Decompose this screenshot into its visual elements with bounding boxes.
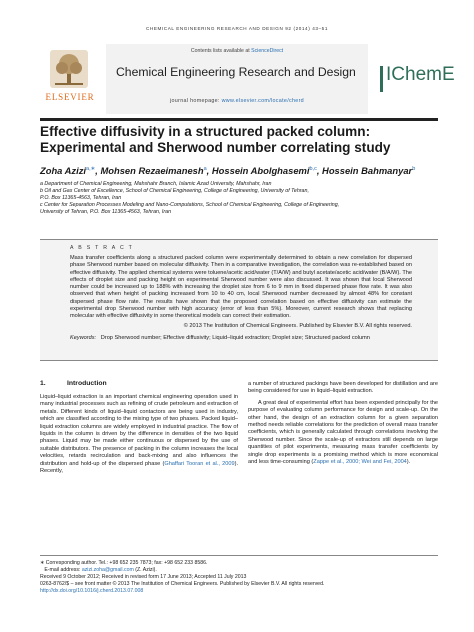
journal-homepage-line [106, 98, 368, 104]
abstract-copyright: © 2013 The Institution of Chemical Engineers. Published by Elsevier B.V. All rights reserved. [183, 323, 412, 329]
affiliation-line: P.O. Box 11365-4563, Tehran, Iran [40, 195, 122, 202]
email-link[interactable]: azizi.zoha@gmail.com [81, 566, 134, 573]
author-name[interactable]: Zoha Azizi [40, 165, 87, 176]
citation-link[interactable]: Zappe et al., 2000; Wei and Fei, 2004 [313, 459, 407, 466]
body-column-right [248, 381, 438, 466]
abstract-box [40, 239, 438, 361]
received-dates: Received 9 October 2012; Received in revised form 17 June 2013; Accepted 11 July 2013 [40, 573, 247, 580]
paragraph-text: A great deal of experimental effort has been expended principally for the purpose of evaluating column performance for design and scale-up. On the other hand, the design of an extraction column for a given separation method needs reliable correlations for the prediction of overall mass transfer coefficients, which is generally calculated through correlations involving the Sherwood number. Since the scale-up of extractors still depends on large quantities of pilot experiments, measuring mass transfer coefficients by single drop experiments is a promising method which is more economical and less time-consuming ( [248, 399, 438, 466]
author-list: Zoha Azizi$^{a,∗}$, Mohsen Rezaeimanesh$^a$, Hossein Abolghasemi$^{b,c}$, Hossein Bahmanyar$^b$ [40, 165, 416, 176]
keywords-label: Keywords: [70, 335, 97, 341]
author-marks[interactable]: b,c [309, 165, 317, 172]
elsevier-logo [40, 44, 100, 114]
affiliation-line: c Center for Separation Processes Modeling and Nano-Computations, School of Chemical Engineering, College of Engineering, [40, 202, 340, 209]
section-title: Introduction [67, 380, 107, 387]
paragraph-text: Liquid–liquid extraction is an important chemical engineering operation used in many industrial processes such as refining of crude petroleum and extraction of metals. Different kinds of liquid–liquid contactors are being used in industry, which are classified according to the mixing type of two phases. Packed liquid–liquid extraction columns are widely employed in industrial practice. The flow of liquids in the column is driven by the difference in densities of the two liquid phases. Liquid may be made either continuous or dispersed by the use of suitable distributors. The presence of packing in the column increases the local velocities, retards recirculation and back-mixing and also influences the distribution and hold-up of the dispersed phase ( [40, 394, 238, 467]
keywords-list: Drop Sherwood number; Effective diffusivity; Liquid–liquid extraction; Droplet size; Structured packed column [100, 335, 370, 341]
journal-masthead [40, 44, 455, 116]
paragraph-text: ). [406, 459, 411, 466]
email-owner: (Z. Azizi). [133, 566, 157, 573]
author-name[interactable]: Mohsen Rezaeimanesh [100, 165, 204, 176]
corresponding-author-note: ∗ Corresponding author. Tel.: +98 652 235 7873; fax: +98 652 233 8586. [40, 560, 208, 566]
issn-note: 0263-8762/$ – see front matter © 2013 The Institution of Chemical Engineers. Published by Elsevier B.V. All rights reserved. [40, 580, 325, 587]
paragraph-text: ). Recently, [40, 460, 238, 475]
affiliation-line: b Oil and Gas Center of Excellence, School of Chemical Engineering, College of Engineering, University of Tehran, [40, 188, 309, 195]
affiliation-line: University of Tehran, P.O. Box 11365-4563, Tehran, Iran [40, 209, 172, 216]
section-heading [40, 380, 107, 387]
affiliation-line: a Department of Chemical Engineering, Mahshahr Branch, Islamic Azad University, Mahshahr, Iran [40, 181, 272, 187]
author-name[interactable]: Hossein Bahmanyar [322, 165, 413, 176]
icheme-bar-icon [380, 66, 383, 92]
email-label: E-mail address: [44, 566, 82, 573]
affiliations [40, 181, 450, 216]
body-paragraph: a number of structured packings have been developed for distillation and are being considered for use in liquid–liquid extraction. [248, 381, 438, 395]
article-title: Effective diffusivity in a structured packed column: Experimental and Sherwood number correlating study [40, 124, 391, 155]
citation-link[interactable]: Ghaffari Tooran et al., 2009 [164, 460, 235, 467]
section-number: 1. [40, 380, 46, 387]
email-note [40, 567, 438, 574]
contents-line [106, 48, 368, 54]
icheme-wordmark: IChemE [386, 64, 455, 85]
elsevier-tree-icon [50, 50, 88, 88]
footnotes [40, 560, 438, 595]
author-marks[interactable]: b [412, 165, 416, 172]
body-paragraph [248, 400, 438, 467]
title-rule [40, 118, 438, 121]
journal-banner [106, 44, 368, 114]
running-header: CHEMICAL ENGINEERING RESEARCH AND DESIGN 92 (2014) 43–51 [145, 26, 328, 31]
abstract-text: Mass transfer coefficients along a structured packed column were experimentally determined to obtain a new correlation for dispersed phase Sherwood number based on molecular diffusivity. Then in a comparative investigation, the correlation was re-established based on effective diffusivity. The applied chemical systems were toluene/acetic acid/water (T/A/W) and butyl acetate/acetic acid/water (B/A/W). The effects of droplet size and packing height on experimental Sherwood number were also discussed. It was shown that local Sherwood number could be increased up to 188% with increasing the droplet size from 6 to 9 mm in fixed dispersed phase flow rate. It was also observed that when height of packing increased from 10 to 40 cm, local Sherwood number decreased by almost 48% for constant dispersed phase flow rate. The results have shown that the proposed correlation based on effective diffusivity can estimate the experimental drop Sherwood number with high accuracy (error of less than 5%). Moreover, current research shows that replacing molecular with effective diffusivity in some theoretical models can correct their estimation. [70, 255, 412, 320]
footnote-rule [40, 555, 438, 556]
author-marks[interactable]: a [203, 165, 207, 172]
elsevier-wordmark: ELSEVIER [45, 92, 95, 102]
sciencedirect-link[interactable]: ScienceDirect [251, 48, 284, 54]
body-paragraph [40, 394, 238, 475]
journal-homepage-link[interactable]: www.elsevier.com/locate/cherd [221, 98, 304, 104]
icheme-logo [380, 58, 455, 98]
author-marks[interactable]: a,∗ [86, 165, 96, 172]
homepage-prefix: journal homepage: [170, 98, 222, 104]
keywords [70, 335, 412, 342]
author-name[interactable]: Hossein Abolghasemi [211, 165, 310, 176]
body-column-left [40, 394, 238, 475]
contents-prefix: Contents lists available at [190, 48, 252, 54]
doi-link[interactable]: http://dx.doi.org/10.1016/j.cherd.2013.07.008 [40, 587, 144, 594]
journal-title: Chemical Engineering Research and Design [116, 65, 356, 79]
abstract-heading: A B S T R A C T [70, 245, 134, 251]
